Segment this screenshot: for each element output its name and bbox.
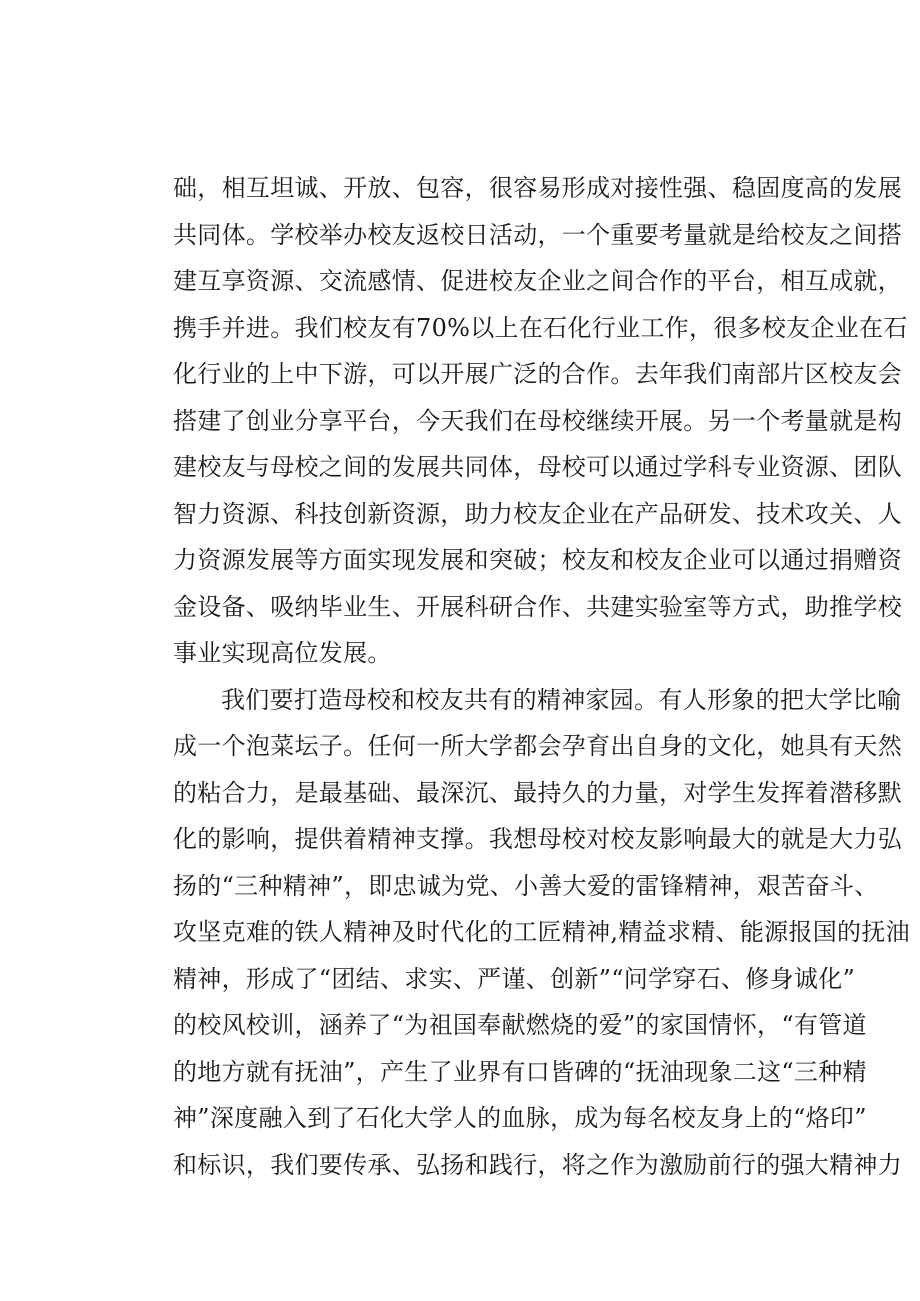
paragraph-line: 神”深度融入到了石化大学人的血脉，成为每名校友身上的“烙印” — [173, 1104, 867, 1132]
paragraph-line: 化行业的上中下游，可以开展广泛的合作。去年我们南部片区校友会 — [173, 360, 902, 388]
paragraph-line: 础，相互坦诚、开放、包容，很容易形成对接性强、稳固度高的发展 — [173, 174, 902, 202]
paragraph-line: 和标识，我们要传承、弘扬和践行，将之作为激励前行的强大精神力 — [173, 1150, 902, 1179]
paragraph-line: 的校风校训，涵养了“为祖国奉献燃烧的爱”的家国情怀，“有管道 — [173, 1011, 867, 1039]
paragraph-2 — [173, 677, 910, 1189]
paragraph-line: 我们要打造母校和校友共有的精神家园。有人形象的把大学比喻 — [221, 685, 902, 714]
paragraph-line: 的粘合力，是最基础、最深沉、最持久的力量，对学生发挥着潜移默 — [173, 778, 902, 807]
paragraph-line: 的地方就有抚油”，产生了业界有口皆碑的“抚油现象二这“三种精 — [173, 1057, 867, 1086]
paragraph-1 — [173, 165, 908, 677]
paragraph-line: 搭建了创业分享平台，今天我们在母校继续开展。另一个考量就是构 — [173, 406, 902, 435]
paragraph-line: 扬的“三种精神”，即忠诚为党、小善大爱的雷锋精神，艰苦奋斗、 — [173, 871, 879, 900]
paragraph-line: 成一个泡菜坛子。任何一所大学都会孕育出自身的文化，她具有天然 — [173, 732, 902, 760]
paragraph-line: 共同体。学校举办校友返校日活动，一个重要考量就是给校友之间搭 — [173, 220, 902, 249]
paragraph-line: 事业实现高位发展。 — [173, 639, 392, 667]
paragraph-line: 精神，形成了“团结、求实、严谨、创新”“问学穿石、修身诚化” — [173, 964, 856, 993]
paragraph-line: 攻坚克难的铁人精神及时代化的工匠精神,精益求精、能源报国的抚油 — [173, 918, 910, 946]
paragraph-line: 携手并进。我们校友有70%以上在石化行业工作，很多校友企业在石 — [173, 313, 908, 342]
paragraph-line: 化的影响，提供着精神支撑。我想母校对校友影响最大的就是大力弘 — [173, 825, 902, 853]
paragraph-line: 建校友与母校之间的发展共同体，母校可以通过学科专业资源、团队 — [173, 453, 902, 481]
paragraph-line: 力资源发展等方面实现发展和突破；校友和校友企业可以通过捐赠资 — [173, 546, 902, 574]
paragraph-line: 金设备、吸纳毕业生、开展科研合作、共建实验室等方式，助推学校 — [173, 592, 902, 621]
document-body — [173, 165, 910, 1188]
paragraph-line: 智力资源、科技创新资源，助力校友企业在产品研发、技术攻关、人 — [173, 499, 902, 528]
paragraph-line: 建互享资源、交流感情、促进校友企业之间合作的平台，相互成就， — [173, 267, 902, 295]
